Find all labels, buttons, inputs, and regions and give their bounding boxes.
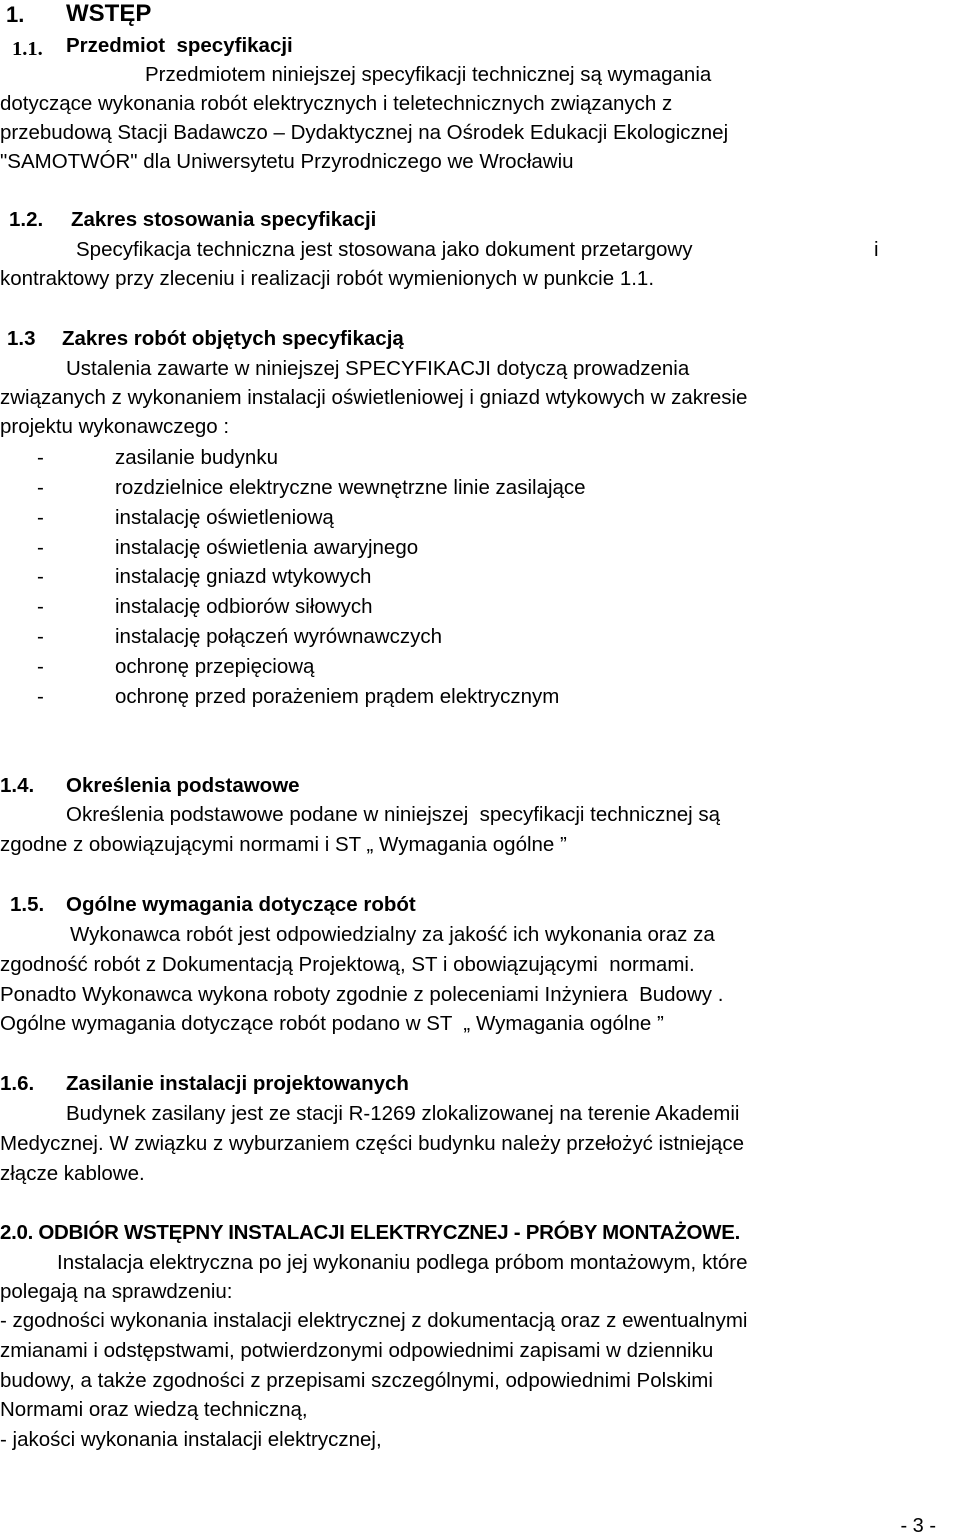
section-1-5-line: Ogólne wymagania dotyczące robót podano w ST „ Wymagania ogólne ”	[0, 1012, 664, 1035]
section-1-6-number: 1.6.	[0, 1072, 35, 1095]
page-number: - 3 -	[900, 1515, 936, 1537]
section-1-3-title: Zakres robót objętych specyfikacją	[62, 327, 404, 350]
section-1-6-line: złącze kablowe.	[0, 1162, 145, 1185]
section-1-6-line: Medycznej. W związku z wyburzaniem części budynku należy przełożyć istniejące	[0, 1132, 744, 1155]
list-item: rozdzielnice elektryczne wewnętrzne linie zasilające	[115, 476, 586, 499]
heading-wstep-title: WSTĘP	[66, 0, 152, 27]
list-item: instalację oświetleniową	[115, 506, 334, 529]
section-1-5-line: zgodność robót z Dokumentacją Projektową, ST i obowiązującymi normami.	[0, 953, 695, 976]
section-1-2-number: 1.2.	[9, 208, 44, 231]
section-1-2-line: kontraktowy przy zleceniu i realizacji robót wymienionych w punkcie 1.1.	[0, 267, 655, 290]
section-2-0-line: - jakości wykonania instalacji elektrycznej,	[0, 1428, 382, 1451]
section-2-0-line: zmianami i odstępstwami, potwierdzonymi odpowiednimi zapisami w dzienniku	[0, 1339, 714, 1362]
section-1-1-title: Przedmiot specyfikacji	[66, 34, 293, 57]
section-1-2-line: Specyfikacja techniczna jest stosowana jako dokument przetargowy	[76, 238, 693, 261]
list-marker: -	[37, 655, 44, 678]
section-1-6-line: Budynek zasilany jest ze stacji R-1269 zlokalizowanej na terenie Akademii	[66, 1102, 740, 1125]
section-1-6-title: Zasilanie instalacji projektowanych	[66, 1072, 409, 1095]
list-marker: -	[37, 595, 44, 618]
list-marker: -	[37, 536, 44, 559]
section-1-4-line: zgodne z obowiązującymi normami i ST „ Wymagania ogólne ”	[0, 833, 567, 856]
list-item: ochronę przed porażeniem prądem elektrycznym	[115, 685, 560, 708]
section-1-1-number: 1.1.	[12, 38, 43, 60]
section-1-1-line: "SAMOTWÓR" dla Uniwersytetu Przyrodniczego we Wrocławiu	[0, 150, 574, 173]
section-1-3-line: projektu wykonawczego :	[0, 415, 230, 438]
list-marker: -	[37, 476, 44, 499]
section-2-0-line: - zgodności wykonania instalacji elektrycznej z dokumentacją oraz z ewentualnymi	[0, 1309, 748, 1332]
heading-wstep-number: 1.	[6, 2, 25, 27]
list-item: instalację oświetlenia awaryjnego	[115, 536, 419, 559]
section-1-3-number: 1.3	[7, 327, 36, 350]
list-item: instalację gniazd wtykowych	[115, 565, 372, 588]
section-1-2-title: Zakres stosowania specyfikacji	[71, 208, 377, 231]
list-item: instalację połączeń wyrównawczych	[115, 625, 443, 648]
section-1-2-line: i	[874, 238, 879, 261]
list-marker: -	[37, 506, 44, 529]
section-2-0-line: Instalacja elektryczna po jej wykonaniu podlega próbom montażowym, które	[57, 1251, 748, 1274]
list-marker: -	[37, 625, 44, 648]
section-1-3-line: związanych z wykonaniem instalacji oświetleniowej i gniazd wtykowych w zakresie	[0, 386, 748, 409]
section-1-5-line: Wykonawca robót jest odpowiedzialny za jakość ich wykonania oraz za	[70, 923, 715, 946]
list-item: instalację odbiorów siłowych	[115, 595, 373, 618]
section-1-5-title: Ogólne wymagania dotyczące robót	[66, 893, 416, 916]
list-marker: -	[37, 565, 44, 588]
section-2-0-line: budowy, a także zgodności z przepisami szczególnymi, odpowiednimi Polskimi	[0, 1369, 713, 1392]
list-item: zasilanie budynku	[115, 446, 278, 469]
list-marker: -	[37, 685, 44, 708]
section-1-5-number: 1.5.	[10, 893, 45, 916]
section-2-0-line: Normami oraz wiedzą techniczną,	[0, 1398, 308, 1421]
section-1-1-line: Przedmiotem niniejszej specyfikacji technicznej są wymagania	[145, 63, 712, 86]
section-1-1-line: dotyczące wykonania robót elektrycznych i teletechnicznych związanych z	[0, 92, 673, 115]
section-2-0-line: polegają na sprawdzeniu:	[0, 1280, 233, 1303]
section-1-4-number: 1.4.	[0, 774, 35, 797]
section-1-3-line: Ustalenia zawarte w niniejszej SPECYFIKACJI dotyczą prowadzenia	[66, 357, 690, 380]
list-item: ochronę przepięciową	[115, 655, 315, 678]
section-2-0-heading: 2.0. ODBIÓR WSTĘPNY INSTALACJI ELEKTRYCZNEJ - PRÓBY MONTAŻOWE.	[0, 1221, 740, 1244]
section-1-5-line: Ponadto Wykonawca wykona roboty zgodnie z poleceniami Inżyniera Budowy .	[0, 983, 724, 1006]
list-marker: -	[37, 446, 44, 469]
section-1-1-line: przebudową Stacji Badawczo – Dydaktycznej na Ośrodek Edukacji Ekologicznej	[0, 121, 729, 144]
section-1-4-line: Określenia podstawowe podane w niniejszej specyfikacji technicznej są	[66, 803, 721, 826]
section-1-4-title: Określenia podstawowe	[66, 774, 300, 797]
